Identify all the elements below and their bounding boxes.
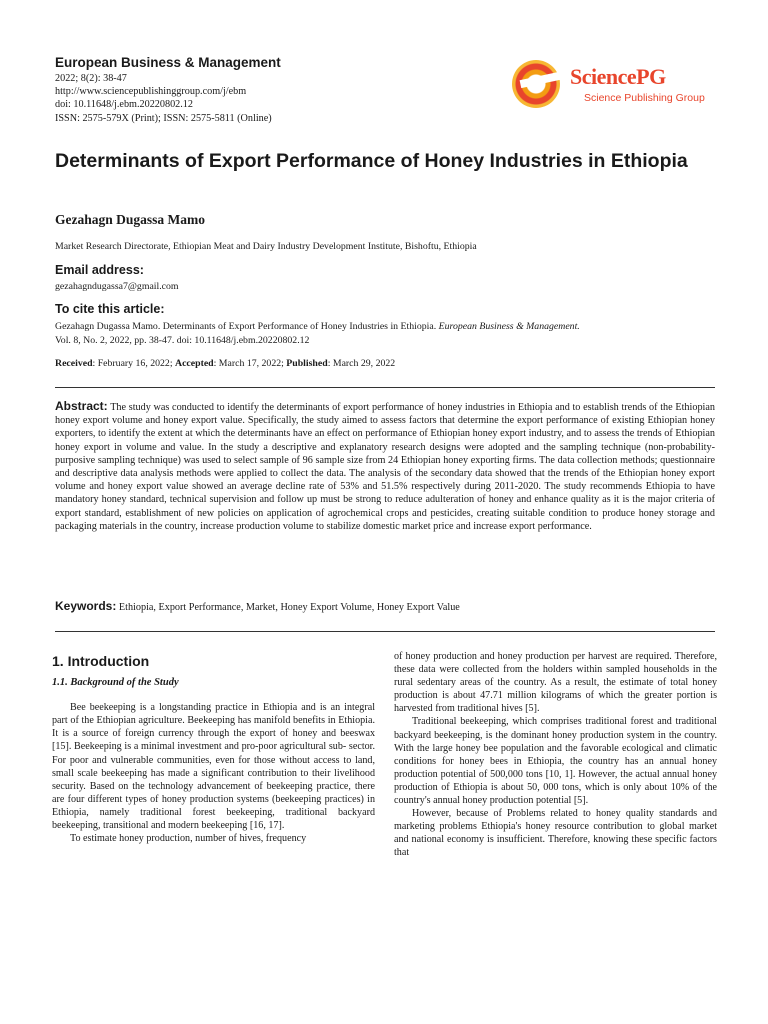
journal-name: European Business & Management	[55, 55, 281, 70]
logo-mark-icon	[512, 60, 560, 108]
author-email[interactable]: gezahagndugassa7@gmail.com	[55, 281, 179, 292]
left-column	[52, 645, 375, 845]
citation-text: Gezahagn Dugassa Mamo. Determinants of Export Performance of Honey Industries in Ethiopia.	[55, 321, 437, 332]
paragraph: Bee beekeeping is a longstanding practice in Ethiopia and is an integral part of the Ethiopian agriculture. Beekeeping has manifold benefits in Ethiopia. It is a source of foreign currency through the export of honey and beeswax [15]. Beekeeping is a minimal investment and pro-poor agricultural sub- sector. For poor and vulnerable communities, even for those without access to land, small scale beekeeping has made a significant contribution to their livelihood security. Based on the technology advancement of beekeeping practice, there are four different types of honey production systems (beekeeping practices) in Ethiopia, namely traditional forest beekeeping, traditional backyard beekeeping, transitional and modern beekeeping [16, 17].	[52, 702, 375, 832]
author-name: Gezahagn Dugassa Mamo	[55, 212, 206, 227]
accepted-label: Accepted	[175, 358, 214, 369]
abstract	[55, 400, 715, 533]
logo-name: SciencePG	[570, 64, 666, 89]
publisher-logo	[512, 60, 712, 110]
abstract-label: Abstract:	[55, 399, 108, 413]
accepted-date: : March 17, 2022;	[213, 358, 287, 369]
published-date: : March 29, 2022	[327, 358, 396, 369]
keywords	[55, 599, 715, 613]
citation	[55, 320, 745, 348]
right-column	[394, 650, 717, 860]
cite-heading: To cite this article:	[55, 302, 165, 316]
section-heading-introduction: 1. Introduction	[52, 653, 150, 669]
author-affiliation: Market Research Directorate, Ethiopian Meat and Dairy Industry Development Institute, Bishoftu, Ethiopia	[55, 241, 477, 252]
subsection-heading-background: 1.1. Background of the Study	[52, 677, 179, 689]
paragraph: To estimate honey production, number of hives, frequency	[70, 833, 307, 845]
paragraph: However, because of Problems related to honey quality standards and marketing problems Ethiopia's honey resource contribution to global market and national economy is insufficient. Therefore, knowing these specific factors that	[394, 808, 717, 859]
publication-dates	[55, 358, 395, 369]
keywords-label: Keywords:	[55, 599, 117, 613]
doi-line: doi: 10.11648/j.ebm.20220802.12	[55, 99, 193, 111]
email-heading: Email address:	[55, 263, 144, 277]
article-title: Determinants of Export Performance of Honey Industries in Ethiopia	[55, 150, 688, 172]
received-label: Received	[55, 358, 93, 369]
paragraph: of honey production and honey production per harvest are required. Therefore, these data were collected from the holders within sampled households in the rural sedentary areas of the country. As a result, the estimate of total honey production is about 47.71 million kilograms of which the greater portion is harvested from traditional hives [5].	[394, 651, 717, 715]
divider-bottom	[55, 631, 715, 632]
citation-details: Vol. 8, No. 2, 2022, pp. 38-47. doi: 10.11648/j.ebm.20220802.12	[55, 335, 310, 346]
received-date: : February 16, 2022;	[92, 358, 175, 369]
journal-meta	[55, 72, 272, 125]
abstract-text: The study was conducted to identify the determinants of export performance of honey industries in Ethiopia and to establish trends of the Ethiopian honey export volume and honey export value. Specifically, the study aimed to assess factors that determine the export performance of existing Ethiopian honey exporters, to identify the extent at which the determinants have an effect on performance of Ethiopian honey export industry, and to assess the trends of Ethiopian honey export in volume and value. In the study a descriptive and explanatory research designs were adopted and the sampling technique (non-probability- purposive sampling technique) was used to select sample of 96 sample size from 24 Ethiopian honey exporting firms. The data collection methods; questionnaire and descriptive data analysis methods were applied to collect the data. The analysis of the secondary data showed that the trends of the Ethiopian honey export volume and honey export value showed an average decline rate of 53% and 51.5% respectively during 2011-2020. The study recommends Ethiopia to have mandatory honey standard, technical supervision and follow up must be strong to reduce adulteration of honey and enhance quality as it is the major criteria of export standard, establishment of new policies on application of agrochemical crops and pesticides, creating suitable condition to produce honey storage and packaging materials in the country, increase production volume to stabilize domestic market price and increase export performance.	[55, 402, 715, 532]
divider-top	[55, 387, 715, 388]
published-label: Published	[286, 358, 328, 369]
keywords-text: Ethiopia, Export Performance, Market, Honey Export Volume, Honey Export Value	[118, 602, 460, 613]
issn-line: ISSN: 2575-579X (Print); ISSN: 2575-5811 (Online)	[55, 112, 272, 124]
volume-info: 2022; 8(2): 38-47	[55, 73, 127, 84]
logo-subtitle: Science Publishing Group	[584, 92, 705, 104]
paragraph: Traditional beekeeping, which comprises traditional forest and traditional backyard beekeeping, is the dominant honey production system in the country. With the large honey bee population and the favorable ecological and climatic conditions for honey bees in Ethiopia, the country has an annual honey production potential of 500,000 tons [10, 1]. However, the actual annual honey production of Ethiopia is about 50, 000 tons, which is only about 10% of the country's annual honey production potential [5].	[394, 716, 717, 807]
journal-url[interactable]: http://www.sciencepublishinggroup.com/j/ebm	[55, 86, 247, 98]
citation-journal: European Business & Management.	[438, 321, 580, 332]
